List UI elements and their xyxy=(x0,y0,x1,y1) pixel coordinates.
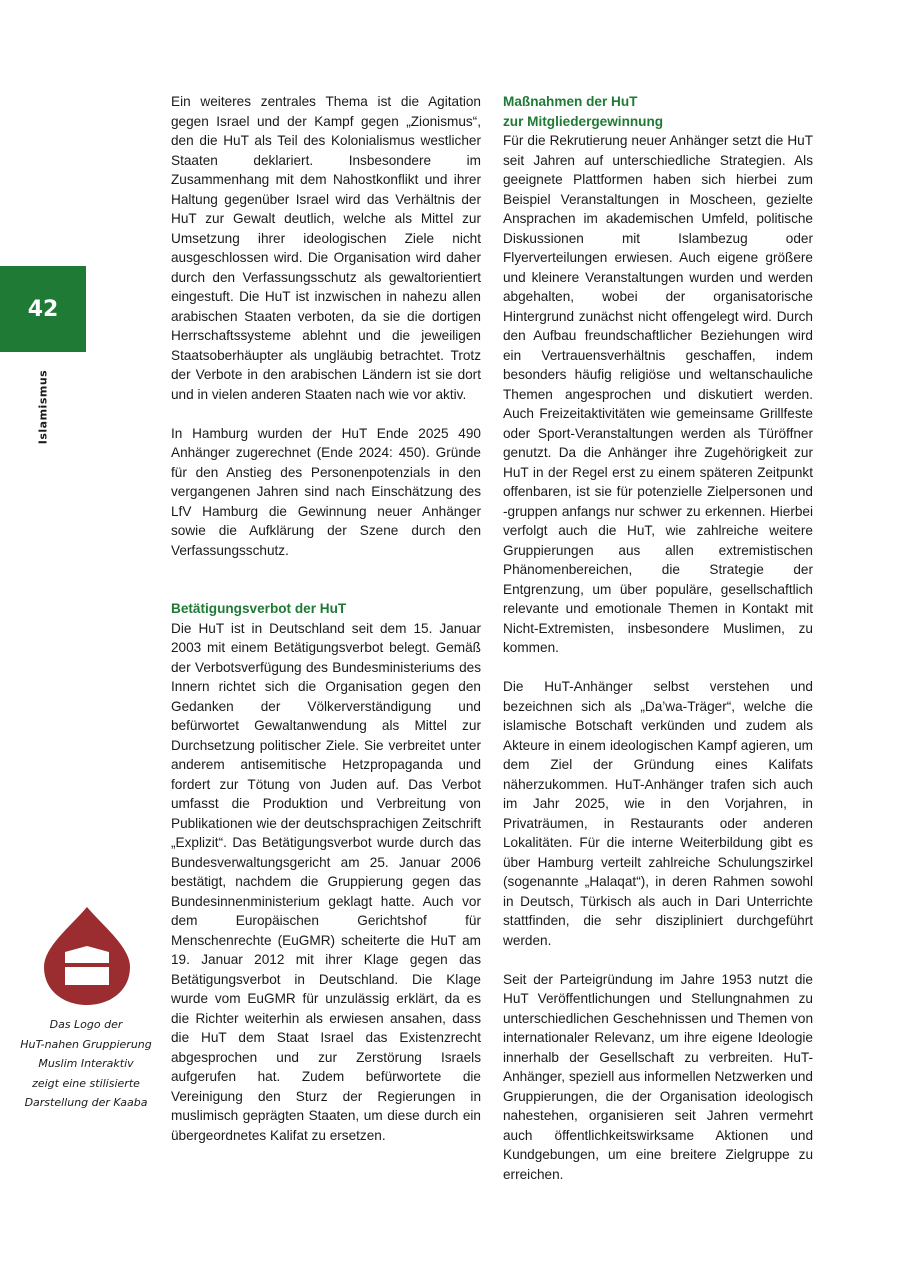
page-number-tab xyxy=(0,266,86,352)
section-heading: Betätigungsverbot der HuT xyxy=(171,601,347,616)
section-label xyxy=(36,369,50,445)
section-heading: zur Mitgliedergewinnung xyxy=(503,113,664,129)
caption-line: Darstellung der Kaaba xyxy=(24,1096,148,1109)
page-number: 42 xyxy=(27,296,59,322)
kaaba-drop-logo-icon xyxy=(42,905,132,1007)
paragraph: Die HuT ist in Deutschland seit dem 15. Januar 2003 mit einem Betätigungsverbot belegt. Gemäß der Verbotsverfügung des Bundesministeriums des Innern richtet sich die Organisation gegen den Gedanken der Völkerverständigung und befürwortet Gewaltanwendung als Mittel zur Durchsetzung politischer Ziele. Sie verbreitet unter anderem antisemitische Hetzpropaganda und fordert zur Tötung von Juden auf. Das Verbot umfasst die Produktion und Verbreitung von Publikationen wie der deutschsprachigen Zeitschrift „Explizit“. Das Betätigungsverbot wurde durch das Bundesverwaltungsgericht am 25. Januar 2006 bestätigt, nachdem die Gruppierung gegen das Bundesinnenministerium geklagt hatte. Auch vor dem Europäischen Gerichtshof für Menschenrechte (EuGMR) scheiterte die HuT am 19. Januar 2012 mit ihrer Klage gegen das Betätigungsverbot in Deutschland. Die Klage wurde vom EuGMR für unzulässig erklärt, da es die Richter weiterhin als erwiesen ansahen, dass die HuT dem Staat Israel das Existenzrecht abgesprochen und zur Zerstörung Israels aufgerufen hat. Zudem befürwortete die Vereinigung den Sturz der Regierungen in muslimisch geprägten Staaten, um diese durch ein übergeordnetes Kalifat zu ersetzen. xyxy=(171,620,481,1143)
left-column xyxy=(171,92,481,1145)
caption-line: HuT-nahen Gruppierung xyxy=(20,1037,152,1051)
paragraph: Für die Rekrutierung neuer Anhänger setzt die HuT seit Jahren auf unterschiedliche Strategien. Als geeignete Plattformen haben sich hierbei zum Beispiel Veranstaltungen in Moscheen, gezielte Ansprachen im akademischen Umfeld, politische Diskussionen mit Islambezug oder Flyerverteilungen erwiesen. Auch eigene größere und kleinere Veranstaltungen wurden und werden abgehalten, wobei der organisatorische Hintergrund zunächst nicht offengelegt wird. Durch den Aufbau freundschaftlicher Beziehungen wird ein Vertrauensverhältnis geschaffen, indem besonders häufig religiöse und weltanschauliche Themen angesprochen und diskutiert werden. Auch Freizeitaktivitäten wie gemeinsame Grillfeste oder Sport-Veranstaltungen werden als Türöffner genutzt. Da die Anhänger ihre Zugehörigkeit zur HuT in der Regel erst zu einem späteren Zeitpunkt offenbaren, ist sie für potenzielle Zielpersonen und -gruppen anfangs nur schwer zu erkennen. Hierbei verfolgt auch die HuT, wie zahlreiche weitere Gruppierungen aus allen extremistischen Phänomenbereichen, die Strategie der Entgrenzung, um über populäre, gesellschaftlich relevante und emotionale Themen in Kontakt mit Nicht-Extremisten, insbesondere Muslimen, zu kommen. xyxy=(503,133,813,655)
paragraph: Seit der Parteigründung im Jahre 1953 nutzt die HuT Veröffentlichungen und Stellungnahmen zu unterschiedlichen Geschehnissen und Themen von internationaler Relevanz, um ihre eigene Ideologie innerhalb der Gesellschaft zu verbreiten. HuT-Anhänger, speziell aus informellen Netzwerken und Gruppierungen, die der Organisation ideologisch nahestehen, organisieren seit Jahren vermehrt auch öffentlichkeitswirksame Aktionen und Kundgebungen, um eine breitere Zielgruppe zu erreichen. xyxy=(503,971,813,1182)
paragraph: Die HuT-Anhänger selbst verstehen und bezeichnen sich als „Da’wa-Träger“, welche die islamische Botschaft verkünden und zudem als Akteure in einem ideologischen Kampf agieren, um dem Ziel der Gründung eines Kalifats näherzukommen. HuT-Anhänger trafen sich auch im Jahr 2025, wie in den Vorjahren, in Privaträumen, in Restaurants oder anderen Lokalitäten. Für die interne Weiterbildung gibt es über Hamburg verteilt zahlreiche Schulungszirkel (sogenannte „Halaqat“), in deren Rahmen sowohl in Deutsch, Türkisch als auch in Dari Unterrichte stattfinden, die sehr diszipliniert durchgeführt werden. xyxy=(503,679,813,948)
paragraph: Ein weiteres zentrales Thema ist die Agitation gegen Israel und der Kampf gegen „Zionismus“, den die HuT als Teil des Kolonialismus westlicher Staaten deklariert. Insbesondere im Zusammenhang mit dem Nahostkonflikt und ihrer Haltung gegenüber Israel wird das Verhältnis der HuT zur Gewalt deutlich, welche als Mittel zur Umsetzung ihrer ideologischen Ziele nicht ausgeschlossen wird. Die Organisation wird daher durch den Verfassungsschutz als gewaltorientiert eingestuft. Die HuT ist inzwischen in nahezu allen arabischen Staaten verboten, da sie die dortigen Herrschaftssysteme ablehnt und die jeweiligen Staatsoberhäupter als ungläubig betrachtet. Trotz der Verbote in den arabischen Ländern ist sie dort und in vielen anderen Staaten nach wie vor aktiv. xyxy=(171,94,481,402)
caption-line: Muslim Interaktiv xyxy=(38,1057,134,1070)
section-heading: Maßnahmen der HuT xyxy=(503,94,638,109)
logo-caption xyxy=(10,1015,162,1113)
section-label-text: Islamismus xyxy=(36,369,50,445)
right-column xyxy=(503,92,813,1184)
caption-line: zeigt eine stilisierte xyxy=(32,1076,140,1090)
caption-line: Das Logo der xyxy=(49,1018,123,1031)
paragraph: In Hamburg wurden der HuT Ende 2025 490 Anhänger zugerechnet (Ende 2024: 450). Gründe für den Anstieg des Personenpotenzials in den vergangenen Jahren sind nach Einschätzung des LfV Hamburg die Gewinnung neuer Anhänger sowie die Aufklärung der Szene durch den Verfassungsschutz. xyxy=(171,425,481,558)
